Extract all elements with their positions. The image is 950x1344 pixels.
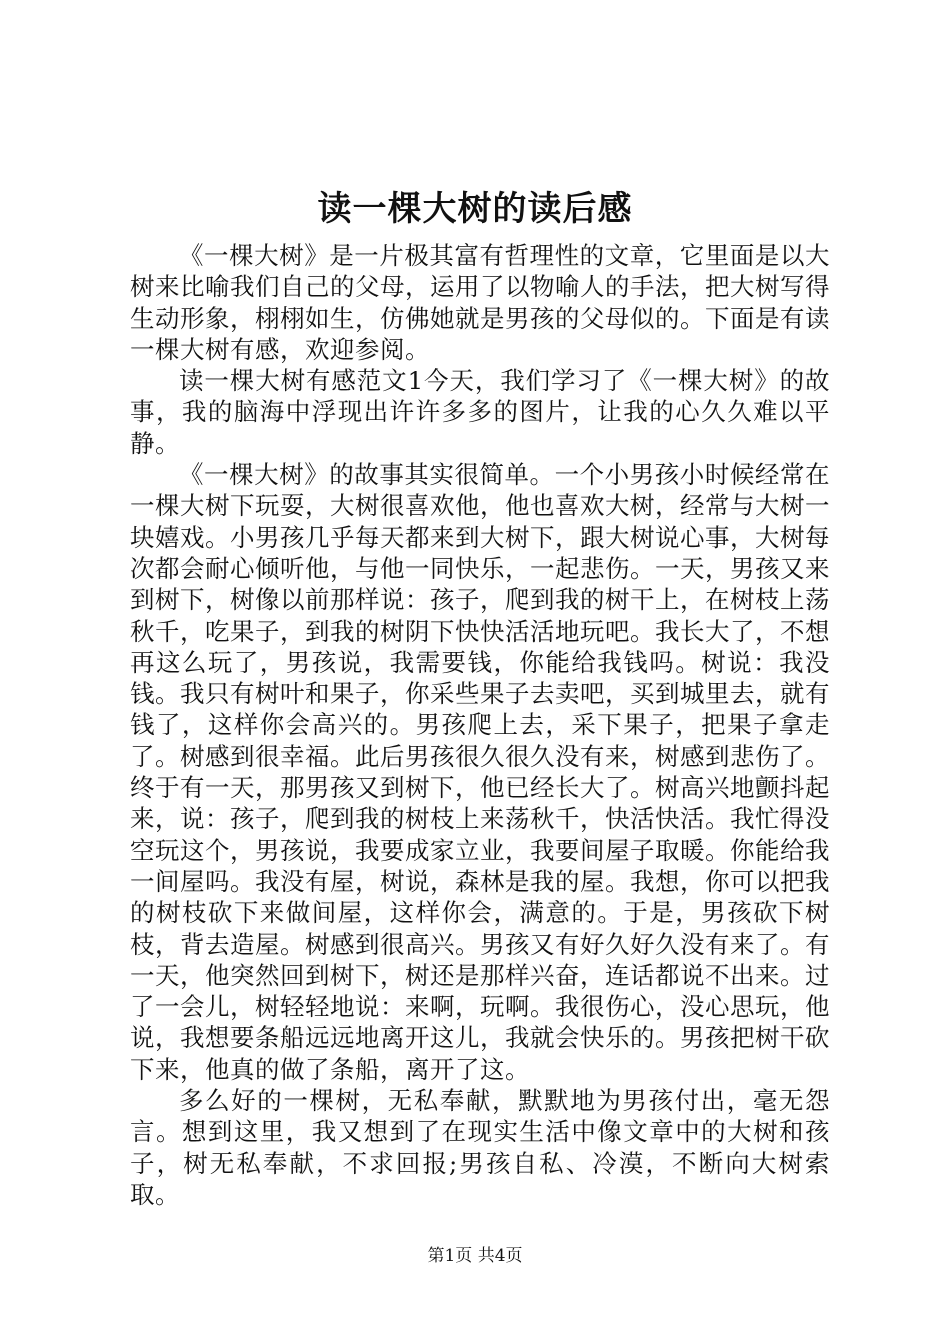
document-body — [130, 240, 830, 1210]
paragraph-reflection: 多么好的一棵树，无私奉献，默默地为男孩付出，毫无怨言。想到这里，我又想到了在现实生活中像文章中的大树和孩子，树无私奉献，不求回报;男孩自私、冷漠，不断向大树索取。 — [130, 1086, 830, 1209]
paragraph-sample-1: 读一棵大树有感范文1今天，我们学习了《一棵大树》的故事，我的脑海中浮现出许许多多的图片，让我的心久久难以平静。 — [130, 366, 830, 458]
document-title: 读一棵大树的读后感 — [317, 189, 633, 229]
paragraph-story: 《一棵大树》的故事其实很简单。一个小男孩小时候经常在一棵大树下玩耍，大树很喜欢他，他也喜欢大树，经常与大树一块嬉戏。小男孩几乎每天都来到大树下，跟大树说心事，大树每次都会耐心倾听他，与他一同快乐，一起悲伤。一天，男孩又来到树下，树像以前那样说：孩子，爬到我的树干上，在树枝上荡秋千，吃果子，到我的树阴下快快活活地玩吧。我长大了，不想再这么玩了，男孩说，我需要钱，你能给我钱吗。树说：我没钱。我只有树叶和果子，你采些果子去卖吧，买到城里去，就有钱了，这样你会高兴的。男孩爬上去，采下果子，把果子拿走了。树感到很幸福。此后男孩很久很久没有来，树感到悲伤了。终于有一天，那男孩又到树下，他已经长大了。树高兴地颤抖起来，说：孩子，爬到我的树枝上来荡秋千，快活快活。我忙得没空玩这个，男孩说，我要成家立业，我要间屋子取暖。你能给我一间屋吗。我没有屋，树说，森林是我的屋。我想，你可以把我的树枝砍下来做间屋，这样你会，满意的。于是，男孩砍下树枝，背去造屋。树感到很高兴。男孩又有好久好久没有来了。有一天，他突然回到树下，树还是那样兴奋，连话都说不出来。过了一会儿，树轻轻地说：来啊，玩啊。我很伤心，没心思玩，他说，我想要条船远远地离开这儿，我就会快乐的。男孩把树干砍下来，他真的做了条船，离开了这。 — [130, 460, 830, 1084]
page-number-footer: 第1页 共4页 — [427, 1246, 523, 1266]
paragraph-intro: 《一棵大树》是一片极其富有哲理性的文章，它里面是以大树来比喻我们自己的父母，运用了以物喻人的手法，把大树写得生动形象，栩栩如生，仿佛她就是男孩的父母似的。下面是有读一棵大树有感，欢迎参阅。 — [130, 241, 830, 364]
